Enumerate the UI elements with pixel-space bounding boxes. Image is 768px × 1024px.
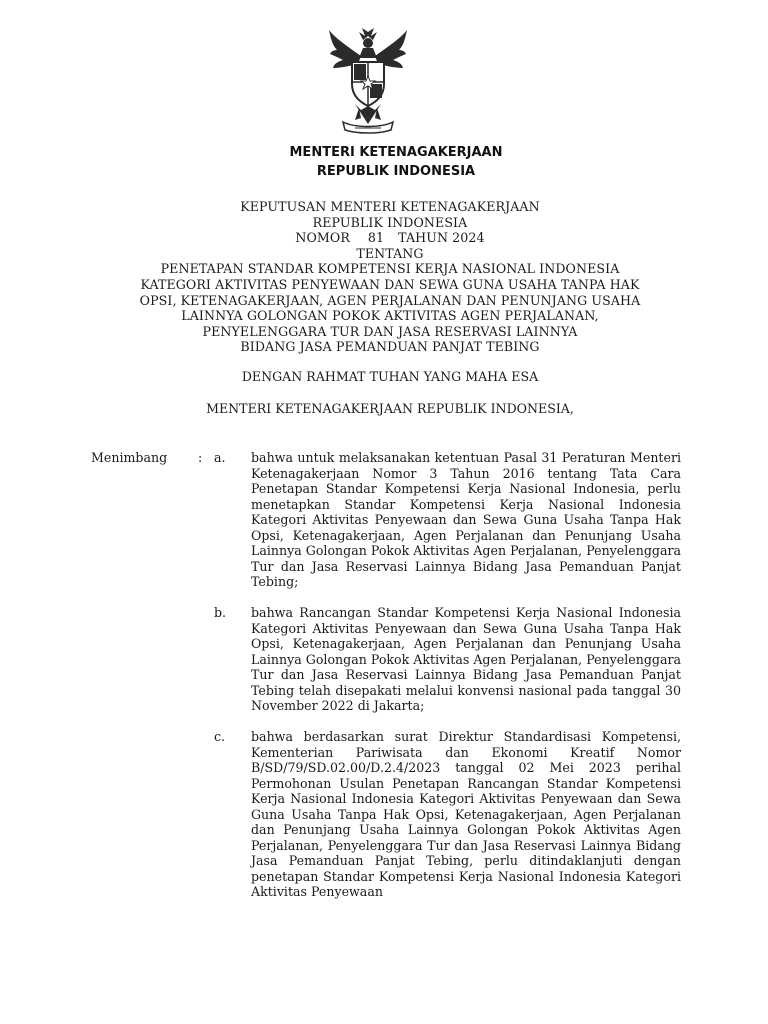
- decree-year: TAHUN 2024: [398, 230, 485, 246]
- invocation: DENGAN RAHMAT TUHAN YANG MAHA ESA: [241, 369, 539, 384]
- consideration-letter: c.: [214, 729, 226, 744]
- subject-line: BIDANG JASA PEMANDUAN PANJAT TEBING: [240, 339, 540, 355]
- subject-line: PENETAPAN STANDAR KOMPETENSI KERJA NASIONAL INDONESIA: [160, 261, 620, 277]
- considerations-colon: :: [198, 450, 203, 465]
- consideration-text: bahwa untuk melaksanakan ketentuan Pasal 31 Peraturan Menteri Ketenagakerjaan Nomor 3 Tahun 2016 tentang Tata Cara Penetapan Standar Kompetensi Kerja Nasional Indonesia, perlu menetapkan Standar Kompetensi Kerja Nasional Indonesia Kategori Aktivitas Penyewaan dan Sewa Guna Usaha Tanpa Hak Opsi, Ketenagakerjaan, Agen Perjalanan dan Penunjang Usaha Lainnya Golongan Pokok Aktivitas Agen Perjalanan, Penyelenggara Tur dan Jasa Reservasi Lainnya Bidang Jasa Pemanduan Panjat Tebing;: [251, 450, 681, 590]
- tentang-label: TENTANG: [356, 245, 424, 261]
- decree-number-line: [80, 230, 700, 246]
- minister-line: MENTERI KETENAGAKERJAAN REPUBLIK INDONESIA,: [206, 401, 574, 416]
- consideration-letter: a.: [214, 450, 226, 465]
- subject-line: LAINNYA GOLONGAN POKOK AKTIVITAS AGEN PERJALANAN,: [181, 308, 599, 324]
- consideration-text: bahwa Rancangan Standar Kompetensi Kerja Nasional Indonesia Kategori Aktivitas Penyewaan dan Sewa Guna Usaha Tanpa Hak Opsi, Ketenagakerjaan, Agen Perjalanan dan Penunjang Usaha Lainnya Golongan Pokok Aktivitas Agen Perjalanan, Penyelenggara Tur dan Jasa Reservasi Lainnya Bidang Jasa Pemanduan Panjat Tebing telah disepakati melalui konvensi nasional pada tanggal 30 November 2022 di Jakarta;: [251, 605, 681, 714]
- nomor-value: 81: [367, 230, 385, 246]
- issuer-country: REPUBLIK INDONESIA: [316, 164, 476, 179]
- subject-line: OPSI, KETENAGAKERJAAN, AGEN PERJALANAN DAN PENUNJANG USAHA: [139, 292, 641, 308]
- decree-country: REPUBLIK INDONESIA: [312, 214, 468, 230]
- consideration-text: bahwa berdasarkan surat Direktur Standardisasi Kompetensi, Kementerian Pariwisata dan Ekonomi Kreatif Nomor B/SD/79/SD.02.00/D.2.4/2023 tanggal 02 Mei 2023 perihal Permohonan Usulan Penetapan Rancangan Standar Kompetensi Kerja Nasional Indonesia Kategori Aktivitas Penyewaan dan Sewa Guna Usaha Tanpa Hak Opsi, Ketenagakerjaan, Agen Perjalanan dan Penunjang Usaha Lainnya Golongan Pokok Aktivitas Agen Perjalanan, Penyelenggara Tur dan Jasa Reservasi Lainnya Bidang Jasa Pemanduan Panjat Tebing, perlu ditindaklanjuti dengan penetapan Standar Kompetensi Kerja Nasional Indonesia Kategori Aktivitas Penyewaan: [251, 729, 681, 900]
- considerations-label: Menimbang: [91, 450, 168, 465]
- issuer-title: MENTERI KETENAGAKERJAAN: [289, 145, 503, 160]
- decree-title: KEPUTUSAN MENTERI KETENAGAKERJAAN: [240, 199, 540, 214]
- nomor-label: NOMOR: [295, 230, 350, 246]
- subject-line: PENYELENGGARA TUR DAN JASA RESERVASI LAINNYA: [202, 323, 578, 339]
- garuda-pancasila-emblem-icon: [325, 26, 411, 136]
- consideration-letter: b.: [214, 605, 227, 620]
- decree-heading: [80, 199, 700, 355]
- subject-line: KATEGORI AKTIVITAS PENYEWAAN DAN SEWA GUNA USAHA TANPA HAK: [140, 276, 640, 292]
